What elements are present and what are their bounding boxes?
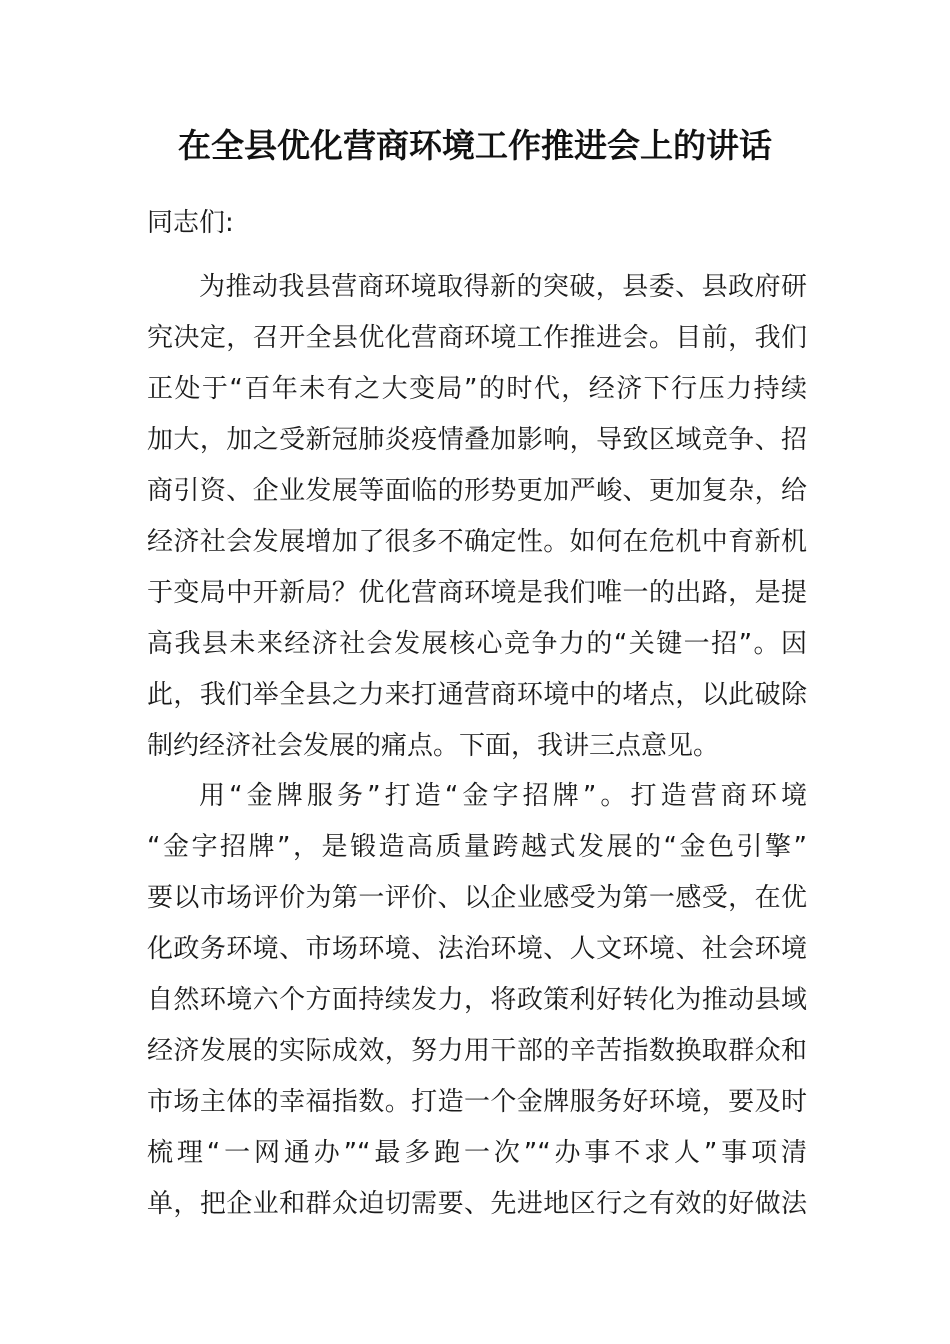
body-paragraph-2 xyxy=(147,771,807,1230)
paragraph-line: 经济社会发展增加了很多不确定性。如何在危机中育新机 xyxy=(147,527,807,557)
paragraph-line: 单，把企业和群众迫切需要、先进地区行之有效的好做法 xyxy=(147,1189,807,1219)
paragraph-line: 高我县未来经济社会发展核心竞争力的“关键一招”。因 xyxy=(147,629,807,659)
salutation: 同志们: xyxy=(147,208,234,238)
paragraph-line: 为推动我县营商环境取得新的突破，县委、县政府研 xyxy=(199,272,807,302)
paragraph-line: 自然环境六个方面持续发力，将政策利好转化为推动县域 xyxy=(147,985,807,1015)
paragraph-line: 此，我们举全县之力来打通营商环境中的堵点，以此破除 xyxy=(147,680,807,710)
paragraph-line: 究决定，召开全县优化营商环境工作推进会。目前，我们 xyxy=(147,323,807,353)
paragraph-line: 化政务环境、市场环境、法治环境、人文环境、社会环境 xyxy=(147,934,807,964)
paragraph-line: 商引资、企业发展等面临的形势更加严峻、更加复杂，给 xyxy=(147,476,807,506)
paragraph-line: 正处于“百年未有之大变局”的时代，经济下行压力持续 xyxy=(147,374,807,404)
document-title: 在全县优化营商环境工作推进会上的讲话 xyxy=(178,126,772,165)
paragraph-line: 制约经济社会发展的痛点。下面，我讲三点意见。 xyxy=(147,731,720,761)
paragraph-line: “金字招牌”，是锻造高质量跨越式发展的“金色引擎” xyxy=(147,832,807,862)
body-paragraph-1 xyxy=(147,262,807,772)
paragraph-line: 加大，加之受新冠肺炎疫情叠加影响，导致区域竞争、招 xyxy=(147,425,807,455)
paragraph-line: 用“金牌服务”打造“金字招牌”。打造营商环境 xyxy=(199,781,807,811)
paragraph-line: 市场主体的幸福指数。打造一个金牌服务好环境，要及时 xyxy=(147,1087,807,1117)
paragraph-line: 要以市场评价为第一评价、以企业感受为第一感受，在优 xyxy=(147,883,807,913)
paragraph-line: 于变局中开新局？优化营商环境是我们唯一的出路，是提 xyxy=(147,578,807,608)
paragraph-line: 经济发展的实际成效，努力用干部的辛苦指数换取群众和 xyxy=(147,1036,807,1066)
paragraph-line: 梳理“一网通办”“最多跑一次”“办事不求人”事项清 xyxy=(147,1138,807,1168)
